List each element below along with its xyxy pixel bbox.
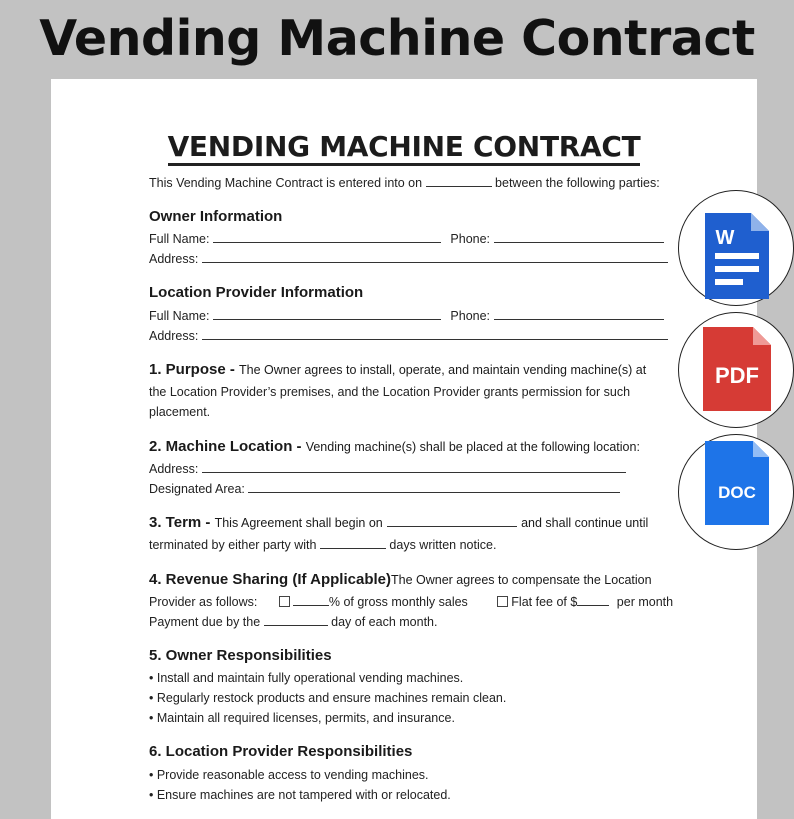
owner-resp-item: • Maintain all required licenses, permits, and insurance. [149,711,455,725]
revenue-options-row: Provider as follows: % of gross monthly sales Flat fee of $ per month [149,595,674,609]
word-file-icon [679,191,794,307]
location-resp-item: • Ensure machines are not tampered with or relocated. [149,788,451,802]
pdf-file-icon [679,313,794,429]
location-info-heading: Location Provider Information [149,284,364,301]
term-line-2: terminated by either party with days written notice. [149,538,497,552]
doc-file-icon [679,435,794,551]
owner-address-row: Address: [149,251,668,267]
purpose-line-2: the Location Provider’s premises, and the Location Provider grants permission for such [149,385,631,399]
owner-name-row: Full Name: Phone: [149,231,664,247]
owner-resp-item: • Regularly restock products and ensure machines remain clean. [149,691,507,705]
location-address-row: Address: [149,328,668,344]
machine-address-row: Address: [149,461,626,477]
location-resp-item: • Provide reasonable access to vending machines. [149,768,429,782]
pdf-label: PDF [715,363,759,388]
revenue-heading: 4. Revenue Sharing (If Applicable)The Owner agrees to compensate the Location [149,571,652,588]
banner-title: Vending Machine Contract [39,10,755,67]
location-resp-heading: 6. Location Provider Responsibilities [149,743,413,760]
designated-area-row: Designated Area: [149,481,620,497]
owner-resp-item: • Install and maintain fully operational vending machines. [149,671,464,685]
doc-format-badge[interactable] [678,434,794,550]
document-page [51,79,757,819]
purpose-heading: 1. Purpose - The Owner agrees to install, operate, and maintain vending machine(s) at [149,361,647,378]
pdf-format-badge[interactable] [678,312,794,428]
doc-label: DOC [718,483,756,502]
term-heading: 3. Term - This Agreement shall begin on and shall continue until [149,514,649,531]
document-title: VENDING MACHINE CONTRACT [51,129,757,165]
word-format-badge[interactable] [678,190,794,306]
owner-resp-heading: 5. Owner Responsibilities [149,647,332,664]
location-name-row: Full Name: Phone: [149,308,664,324]
word-letter: W [715,227,735,249]
percent-checkbox[interactable] [279,596,290,607]
machine-location-heading: 2. Machine Location - Vending machine(s) shall be placed at the following location: [149,438,640,455]
intro-line: This Vending Machine Contract is entered into on between the following parties: [149,176,660,190]
flat-fee-checkbox[interactable] [497,596,508,607]
purpose-line-3: placement. [149,405,211,419]
payment-due-row: Payment due by the day of each month. [149,615,438,629]
owner-info-heading: Owner Information [149,208,283,225]
